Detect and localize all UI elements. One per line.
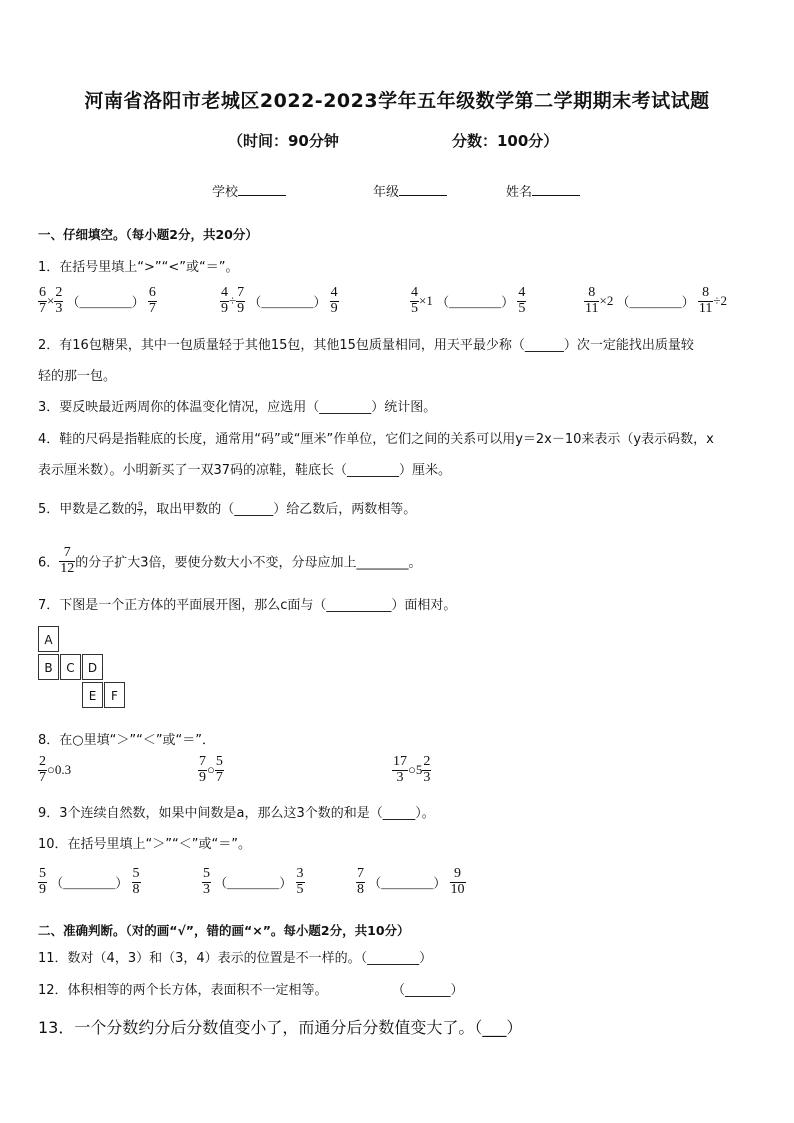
question-6: 6． $\frac{7}{12}$ 的分子扩大3倍，要使分数大小不变，分母应加上________。 [38,545,422,576]
school-label: 学校 [212,185,239,200]
answer-circle[interactable]: ○0.3 [47,762,72,778]
fraction: $\frac{7}{8}$ [357,866,364,897]
question-8-item-2 [198,755,224,785]
question-1-text: 1．在括号里填上“>”“<”或“＝”。 [38,260,239,275]
fraction: $\frac{7}{9}$ [237,285,245,316]
fraction: $\frac{4}{5}$ [518,285,526,316]
question-10-item-2 [202,867,305,897]
question-1-item-3: $\frac{4}{5}$ ×1 （________） $\frac{4}{5}$ [411,285,526,316]
fraction: $\frac{4}{9}$ [221,285,228,316]
fraction: $\frac{17}{3}$ [393,754,407,785]
question-10-text: 10．在括号里填上“＞”“＜”或“＝”。 [38,837,251,852]
question-7: 7．下图是一个正方体的平面展开图，那么c面与（__________）面相对。 [38,598,457,613]
fraction: $\frac{4}{5}$ [411,285,418,316]
net-face-f: F [104,682,125,708]
question-8-item-3 [392,755,431,785]
fraction: $\frac{7}{12}$ [60,545,75,576]
question-4-line-1: 4．鞋的尺码是指鞋底的长度，通常用“码”或“厘米”作单位，它们之间的关系可以用y＝2x－10来表示（y表示码数，x [38,432,714,447]
cube-net-diagram [38,626,128,710]
net-face-e: E [82,682,103,708]
question-13: 13．一个分数约分后分数值变小了，而通分后分数值变大了。（___） [38,1018,523,1037]
time-label: （时间：90分钟 [228,132,339,150]
fraction: $\frac{2}{3}$ [55,285,63,316]
fraction: $\frac{8}{11}$ [698,285,713,316]
question-2-line-1: 2．有16包糖果，其中一包质量轻于其他15包，其他15包质量相同，用天平最少称（______）次一定能找出质量较 [38,338,694,353]
question-8-item-1 [38,755,71,785]
question-8-text: 8．在○里填“＞”“＜”或“＝”． [38,733,216,748]
fraction: $\frac{6}{7}$ [148,285,156,316]
net-face-a: A [38,626,59,652]
question-1-item-4: $\frac{8}{11}$ ×2 （________） $\frac{8}{11}$ ÷2 [585,285,727,316]
question-12: 12．体积相等的两个长方体，表面积不一定相等。 [38,983,328,998]
fraction: $\frac{3}{5}$ [296,866,304,897]
fraction: $\frac{5}{7}$ [215,754,223,785]
question-2-line-2: 轻的那一包。 [38,369,117,384]
question-10-item-3 [356,867,466,897]
question-5: 5．甲数是乙数的 $\frac{9}{7}$ ，取出甲数的（______）给乙数后，两数相等。 [38,499,417,518]
fraction: $\frac{9}{7}$ [138,499,143,518]
name-blank[interactable] [532,183,580,196]
score-label: 分数：100分） [452,132,559,150]
answer-blank[interactable]: （________） [248,294,327,310]
question-11: 11．数对（4，3）和（3，4）表示的位置是不一样的。（________） [38,951,433,966]
name-field [506,181,580,200]
answer-circle[interactable]: ○5 [408,762,423,778]
net-face-c: C [60,654,81,680]
fraction: $\frac{5}{9}$ [39,866,46,897]
name-label: 姓名 [506,185,533,200]
answer-blank[interactable]: （________） [50,875,129,891]
question-4-line-2: 表示厘米数）。小明新买了一双37码的凉鞋，鞋底长（________）厘米。 [38,463,452,478]
fraction: $\frac{2}{7}$ [39,754,46,785]
question-10-item-1 [38,867,141,897]
answer-blank[interactable]: （________） [214,875,293,891]
answer-blank[interactable]: （________） [368,875,447,891]
answer-circle[interactable]: ○ [207,762,215,778]
fraction: $\frac{2}{3}$ [423,754,431,785]
grade-label: 年级 [373,185,400,200]
question-1-item-2: $\frac{4}{9}$ ÷ $\frac{7}{9}$ （________） $\frac{4}{9}$ [221,285,338,316]
section-1-heading: 一、仔细填空。（每小题2分，共20分） [38,227,258,242]
fraction: $\frac{5}{8}$ [132,866,140,897]
answer-blank[interactable]: （________） [66,294,145,310]
net-face-d: D [82,654,103,680]
fraction: $\frac{5}{3}$ [203,866,210,897]
page-title: 河南省洛阳市老城区2022-2023学年五年级数学第二学期期末考试试题 [84,90,710,112]
school-blank[interactable] [238,183,286,196]
fraction: $\frac{9}{10}$ [450,866,465,897]
question-12-blank[interactable]: （_______） [392,983,464,998]
school-field [212,181,286,200]
section-2-heading: 二、准确判断。（对的画“√”，错的画“×”。每小题2分，共10分） [38,923,410,938]
fraction: $\frac{4}{9}$ [330,285,338,316]
question-1-item-1: $\frac{6}{7}$ × $\frac{2}{3}$ （________） $\frac{6}{7}$ [39,285,156,316]
answer-blank[interactable]: （________） [616,294,695,310]
net-face-b: B [38,654,59,680]
fraction: $\frac{6}{7}$ [39,285,46,316]
grade-blank[interactable] [399,183,447,196]
question-9: 9．3个连续自然数，如果中间数是a，那么这3个数的和是（_____）。 [38,806,435,821]
fraction: $\frac{7}{9}$ [199,754,206,785]
grade-field [373,181,447,200]
question-3: 3．要反映最近两周你的体温变化情况，应选用（________）统计图。 [38,400,437,415]
fraction: $\frac{8}{11}$ [585,285,599,316]
answer-blank[interactable]: （________） [436,294,515,310]
